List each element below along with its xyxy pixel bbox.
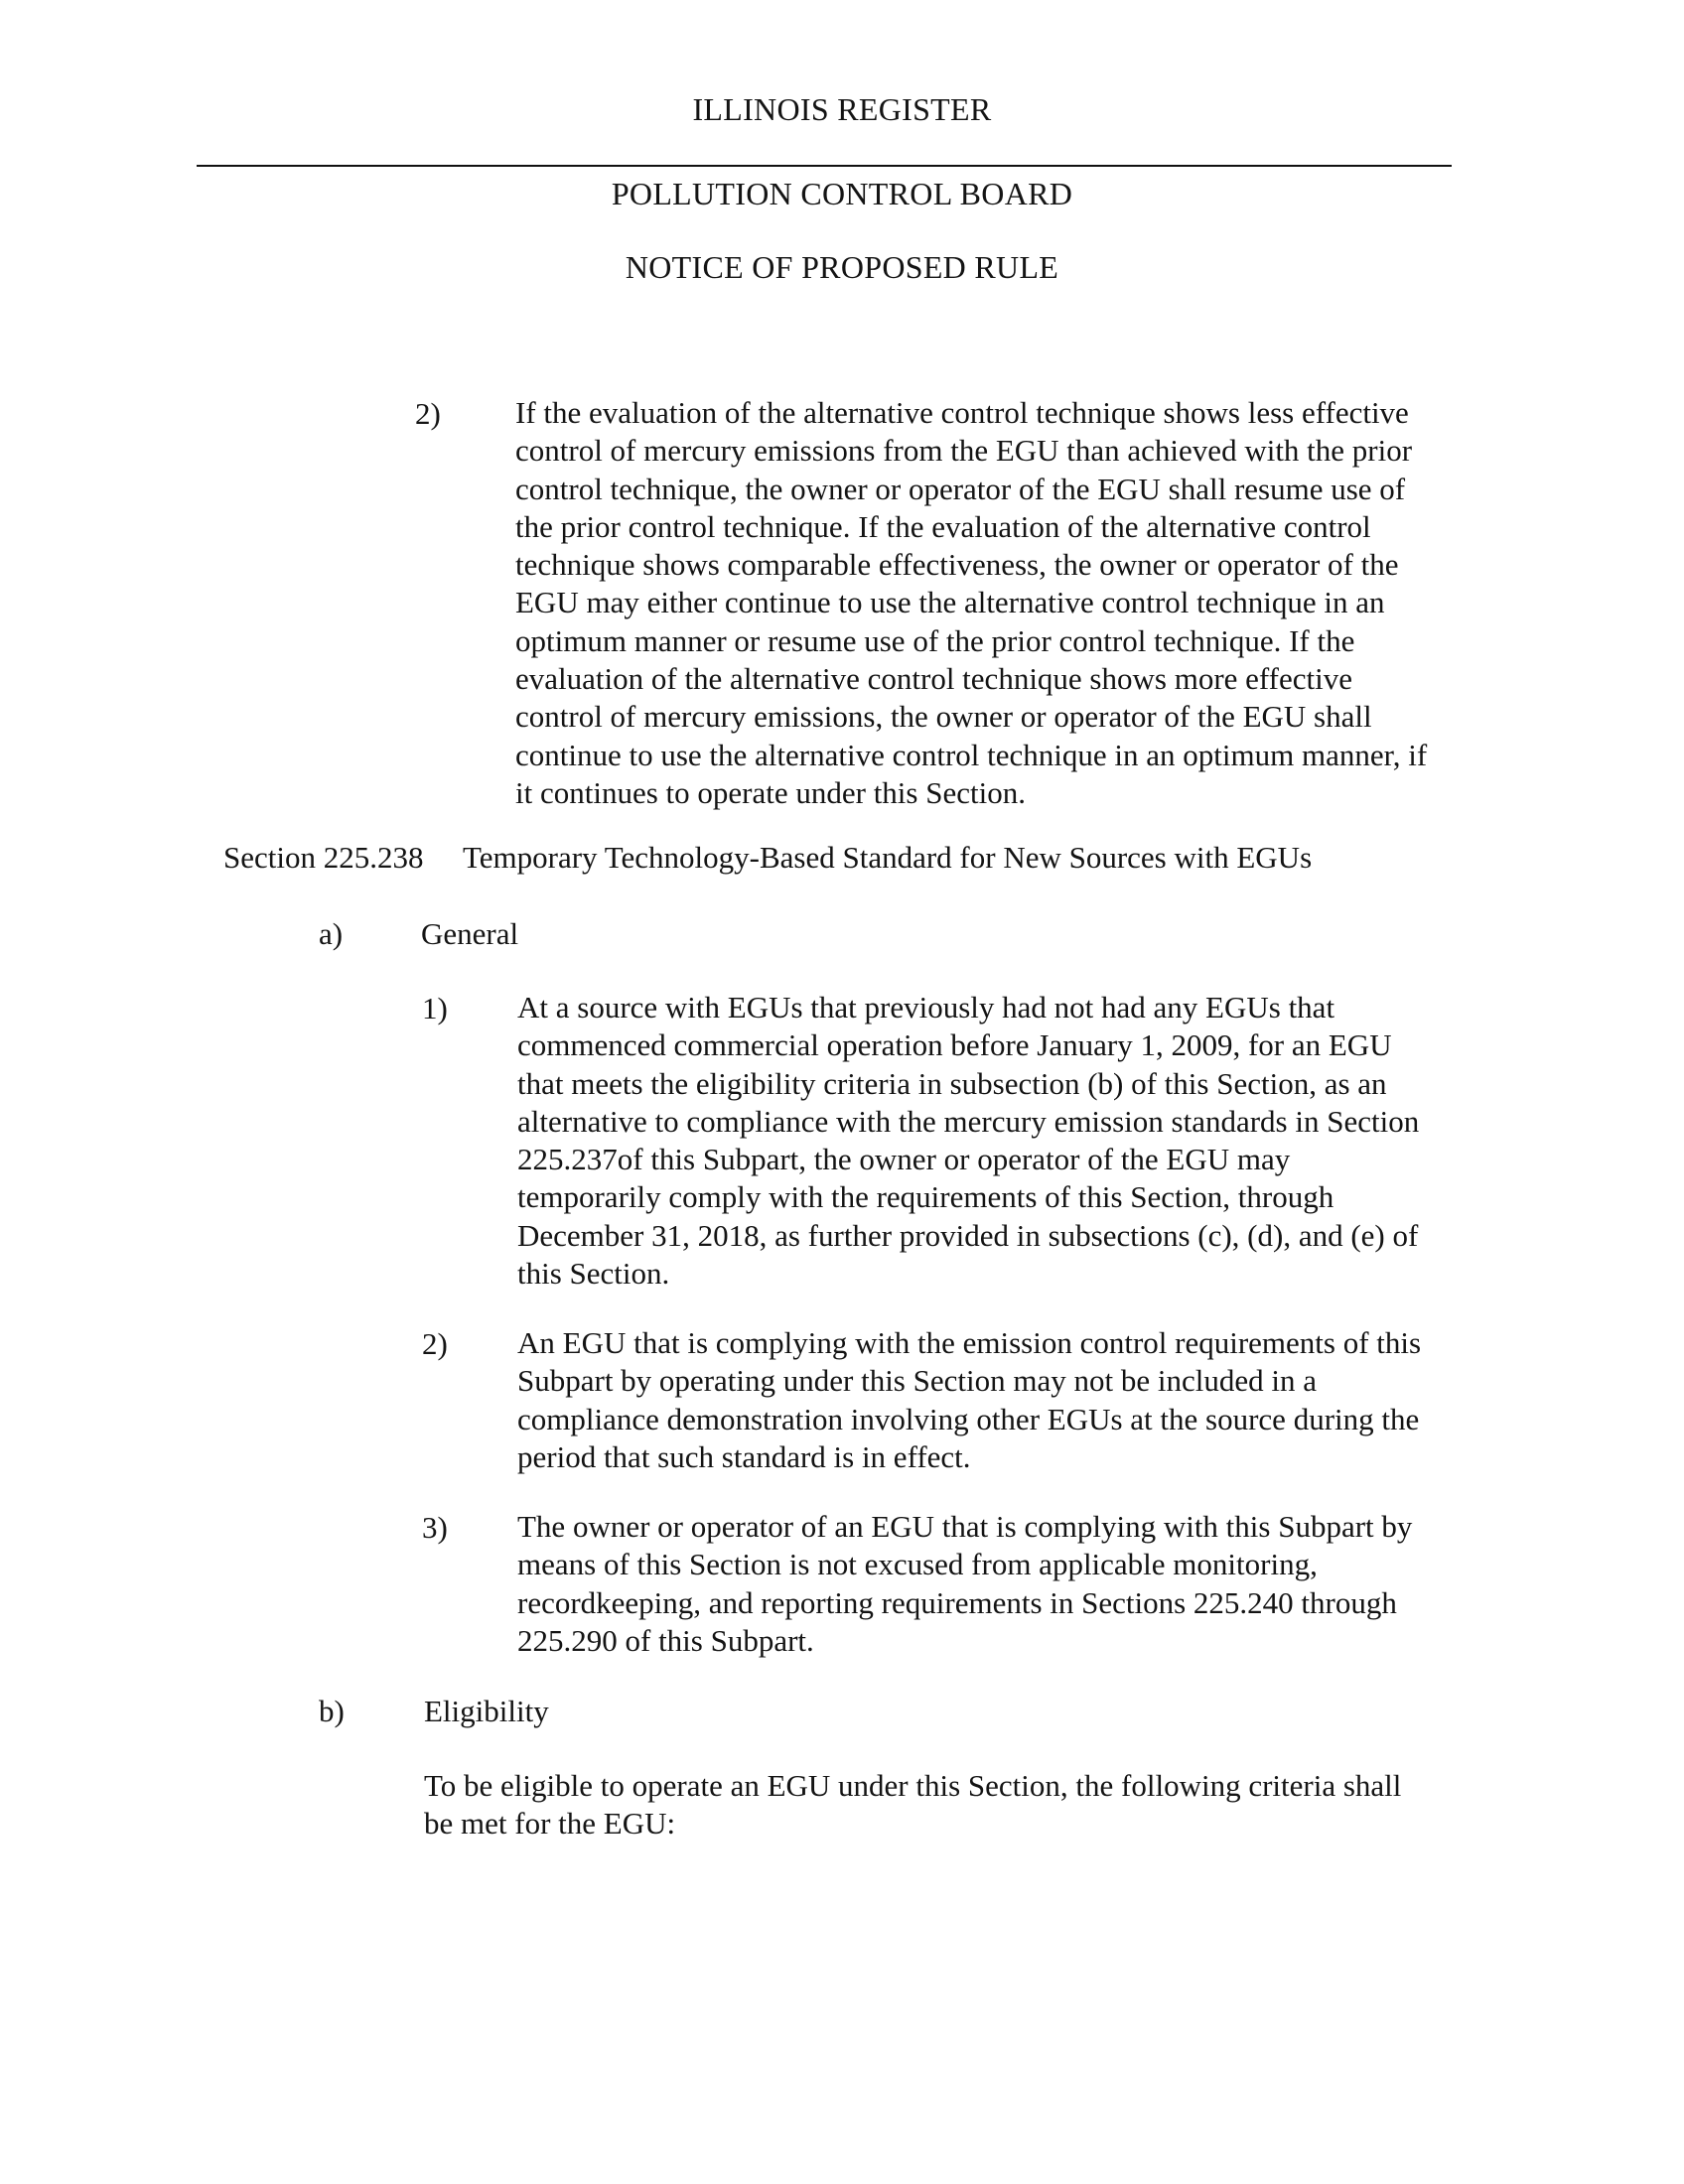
section-title: Temporary Technology-Based Standard for New Sources with EGUs [463,840,1313,875]
paragraph-line: alternative to compliance with the mercury emission standards in Section [517,1103,1420,1139]
section-number: Section 225.238 [223,840,424,875]
item-number: 1) [422,991,448,1025]
subsection-letter: b) [319,1694,345,1728]
paragraph-line: 225.290 of this Subpart. [517,1622,814,1658]
paragraph-line: control of mercury emissions from the EGU than achieved with the prior [515,433,1413,469]
paragraph-line: An EGU that is complying with the emission control requirements of this [517,1325,1422,1360]
paragraph-line: means of this Section is not excused from applicable monitoring, [517,1547,1318,1582]
paragraph-line: To be eligible to operate an EGU under this Section, the following criteria shall [424,1768,1402,1803]
register-title: ILLINOIS REGISTER [692,91,992,127]
item-number: 3) [422,1510,448,1545]
header-divider [197,165,1452,167]
paragraph-line: At a source with EGUs that previously had not had any EGUs that [517,990,1335,1024]
paragraph-line: the prior control technique. If the evaluation of the alternative control [515,508,1371,544]
item-paragraph [517,1324,1421,1476]
paragraph-line: optimum manner or resume use of the prior control technique. If the [515,622,1355,658]
paragraph-line: control of mercury emissions, the owner or operator of the EGU shall [515,699,1372,735]
paragraph-line: Subpart by operating under this Section may not be included in a [517,1363,1317,1399]
paragraph-line: commenced commercial operation before January 1, 2009, for an EGU [517,1027,1392,1063]
item-paragraph [515,394,1427,812]
paragraph-line: continue to use the alternative control technique in an optimum manner, if [515,737,1428,772]
paragraph-line: recordkeeping, and reporting requirements in Sections 225.240 through [517,1584,1397,1620]
paragraph-line: be met for the EGU: [424,1806,676,1842]
paragraph-line: temporarily comply with the requirements of this Section, through [517,1179,1334,1215]
board-name: POLLUTION CONTROL BOARD [611,176,1073,211]
paragraph-line: compliance demonstration involving other EGUs at the source during the [517,1401,1420,1436]
paragraph-line: that meets the eligibility criteria in subsection (b) of this Section, as an [517,1065,1387,1101]
subsection-intro [424,1767,1401,1843]
subsection-letter: a) [319,916,344,951]
paragraph-line: control technique, the owner or operator of the EGU shall resume use of [515,471,1406,506]
subsection-title: General [421,916,519,951]
paragraph-line: If the evaluation of the alternative control technique shows less effective [515,395,1409,430]
paragraph-line: EGU may either continue to use the alternative control technique in an [515,585,1385,620]
paragraph-line: 225.237of this Subpart, the owner or operator of the EGU may [517,1142,1291,1177]
item-number: 2) [415,396,441,431]
paragraph-line: period that such standard is in effect. [517,1438,971,1474]
item-paragraph [517,989,1419,1293]
item-number: 2) [422,1326,448,1361]
paragraph-line: December 31, 2018, as further provided in subsections (c), (d), and (e) of [517,1217,1419,1253]
paragraph-line: The owner or operator of an EGU that is complying with this Subpart by [517,1509,1413,1544]
paragraph-line: it continues to operate under this Section. [515,774,1026,810]
paragraph-line: technique shows comparable effectiveness, the owner or operator of the [515,547,1399,583]
paragraph-line: evaluation of the alternative control technique shows more effective [515,661,1352,697]
item-paragraph [517,1508,1412,1660]
notice-title: NOTICE OF PROPOSED RULE [625,249,1059,285]
subsection-title: Eligibility [424,1694,549,1728]
paragraph-line: this Section. [517,1256,670,1292]
